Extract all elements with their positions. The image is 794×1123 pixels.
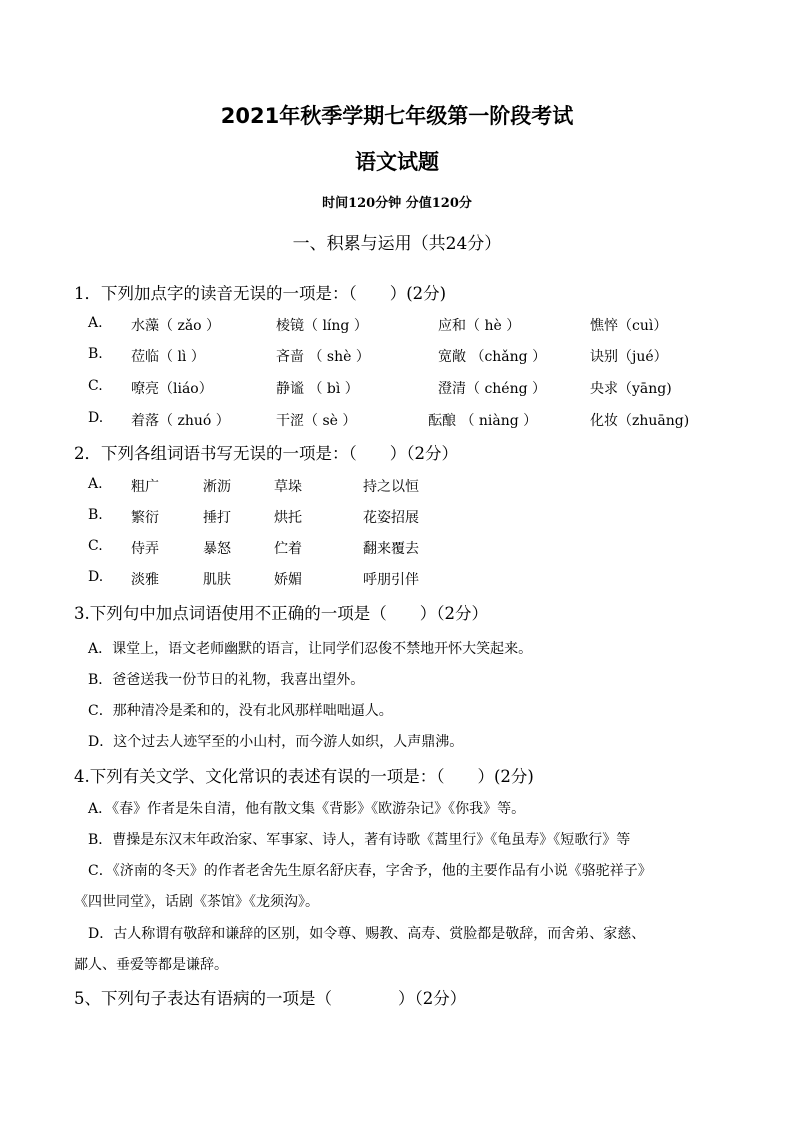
option-item: 嘹亮（liáo） <box>131 381 213 397</box>
question-3-option-d: D．这个过去人迹罕至的小山村，而今游人如织，人声鼎沸。 <box>88 734 464 750</box>
question-4-line: B．曹操是东汉末年政治家、军事家、诗人，著有诗歌《蒿里行》《龟虽寿》《短歌行》等 <box>88 832 631 848</box>
option-label: C. <box>88 378 103 394</box>
option-item: 化妆（zhuāng) <box>590 413 690 429</box>
option-item: 娇媚 <box>274 572 302 588</box>
question-4-line: A．《春》作者是朱自清，他有散文集《背影》《欧游杂记》《你我》等。 <box>88 801 526 817</box>
question-4-line: 鄙人、垂爱等都是谦辞。 <box>74 957 228 973</box>
option-item: 干涩（ sè ） <box>276 413 357 429</box>
option-item: 应和（ hè ） <box>438 318 521 334</box>
question-1-stem: 1．下列加点字的读音无误的一项是：（ ）(2分) <box>74 284 447 303</box>
question-4-stem: 4.下列有关文学、文化常识的表述有误的一项是：（ ）(2分) <box>74 767 534 786</box>
option-label: B. <box>88 507 103 523</box>
option-item: 呼朋引伴 <box>363 572 419 588</box>
option-item: 侍弄 <box>131 541 159 557</box>
option-item: 捶打 <box>203 510 231 526</box>
section-title: 一、积累与运用（共24分） <box>292 234 502 254</box>
option-item: 酝酿 （ niàng ） <box>428 413 538 429</box>
option-item: 持之以恒 <box>363 479 419 495</box>
option-item: 淅沥 <box>203 479 231 495</box>
question-4-line: 《四世同堂》，话剧《茶馆》《龙须沟》。 <box>74 894 319 910</box>
option-item: 繁衍 <box>131 510 159 526</box>
exam-meta: 时间120分钟 分值120分 <box>322 196 472 211</box>
option-label: B. <box>88 346 103 362</box>
option-item: 着落（ zhuó ） <box>131 413 230 429</box>
question-3-option-b: B．爸爸送我一份节日的礼物，我喜出望外。 <box>88 672 365 688</box>
option-item: 憔悴（cuì） <box>590 318 668 334</box>
option-item: 诀别（jué） <box>590 349 668 365</box>
question-3-option-c: C．那种清冷是柔和的，没有北风那样咄咄逼人。 <box>88 703 393 719</box>
question-3-option-a: A．课堂上，语文老师幽默的语言，让同学们忍俊不禁地开怀大笑起来。 <box>88 641 533 657</box>
option-item: 肌肤 <box>203 572 231 588</box>
option-item: 静谧 （ bì ） <box>276 381 359 397</box>
option-item: 烘托 <box>274 510 302 526</box>
option-item: 粗广 <box>131 479 159 495</box>
option-item: 草垛 <box>274 479 302 495</box>
option-item: 莅临（ lì ） <box>131 349 205 365</box>
question-2-stem: 2．下列各组词语书写无误的一项是：（ ）（2分） <box>74 444 458 463</box>
option-item: 澄清（ chéng ） <box>438 381 547 397</box>
option-item: 暴怒 <box>203 541 231 557</box>
question-4-line: C．《济南的冬天》的作者老舍先生原名舒庆春，字舍予，他的主要作品有小说《骆驼祥子》 <box>88 863 652 879</box>
exam-title: 2021年秋季学期七年级第一阶段考试 <box>220 104 574 128</box>
option-item: 棱镜（ líng ） <box>276 318 368 334</box>
option-item: 翻来覆去 <box>363 541 419 557</box>
option-item: 花姿招展 <box>363 510 419 526</box>
question-4-line: D．古人称谓有敬辞和谦辞的区别，如令尊、赐教、高寿、赏脸都是敬辞，而舍弟、家慈、 <box>88 926 646 942</box>
option-item: 伫着 <box>274 541 302 557</box>
question-3-stem: 3.下列句中加点词语使用不正确的一项是（ ）（2分） <box>74 604 488 623</box>
option-item: 淡雅 <box>131 572 159 588</box>
option-item: 吝啬 （ shè ） <box>276 349 370 365</box>
option-item: 央求（yāng) <box>590 381 672 397</box>
option-item: 水藻（ zǎo ） <box>131 318 221 334</box>
exam-subtitle: 语文试题 <box>355 150 439 174</box>
option-label: A. <box>88 476 103 492</box>
option-label: D. <box>88 410 104 426</box>
option-label: A. <box>88 315 103 331</box>
option-item: 宽敞 （chǎng ） <box>438 349 547 365</box>
question-5-stem: 5、下列句子表达有语病的一项是（ ）（2分） <box>74 989 467 1008</box>
option-label: D. <box>88 569 104 585</box>
option-label: C. <box>88 538 103 554</box>
